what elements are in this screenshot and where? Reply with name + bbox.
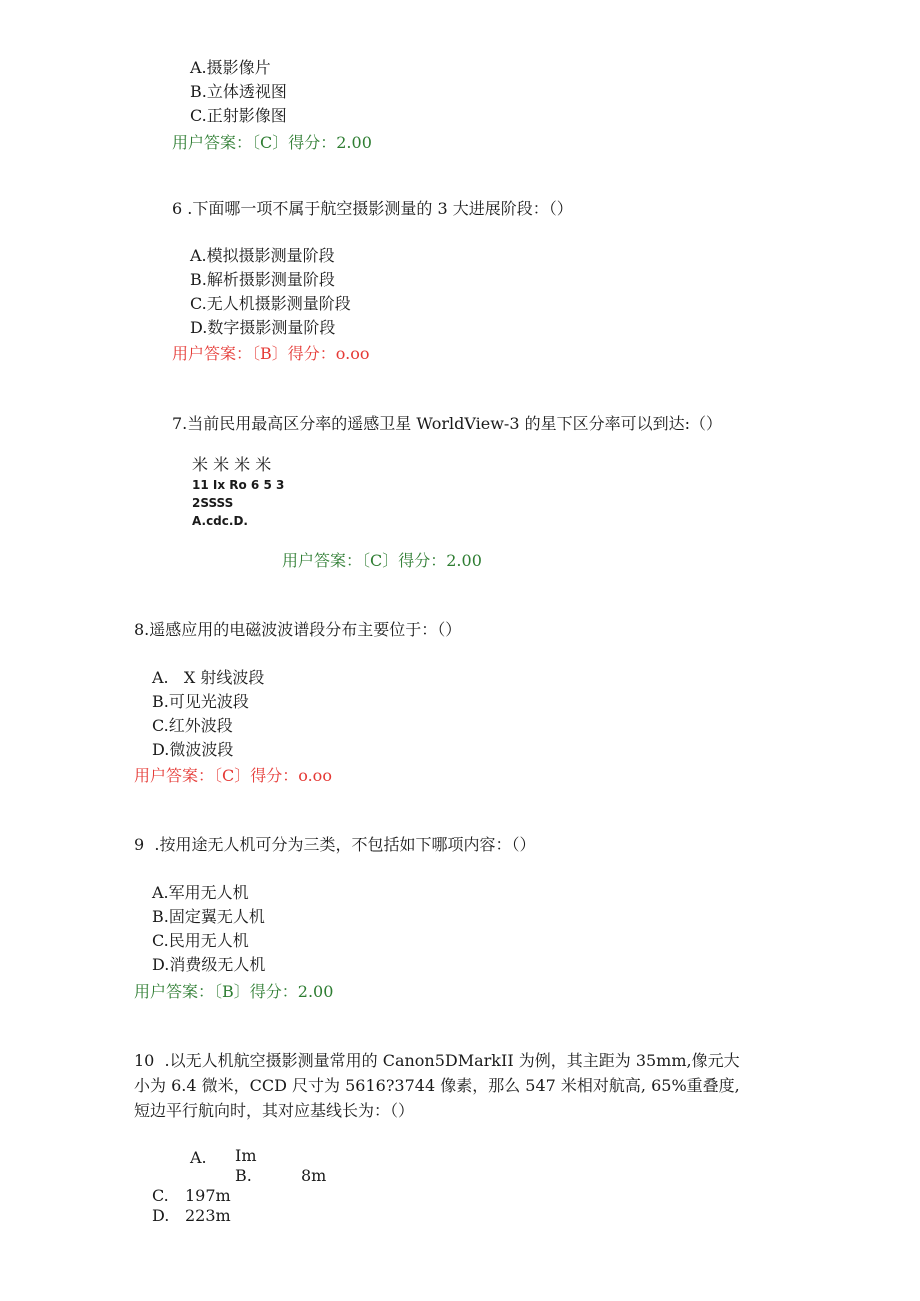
q5-user-answer: 用户答案：〔C〕得分：2.00 bbox=[172, 133, 372, 152]
q9-user-answer: 用户答案：〔B〕得分：2.00 bbox=[134, 982, 334, 1001]
q10-option-b-label: B. bbox=[235, 1166, 252, 1185]
q9-option-c: C.民用无人机 bbox=[152, 931, 249, 950]
q10-question-line-3: 短边平行航向时，其对应基线长为：（） bbox=[134, 1101, 415, 1120]
q10-option-c-value: 197m bbox=[185, 1186, 231, 1205]
q5-option-a: A.摄影像片 bbox=[190, 58, 271, 77]
q9-option-b: B.固定翼无人机 bbox=[152, 907, 265, 926]
q9-option-d: D.消费级无人机 bbox=[152, 955, 266, 974]
q6-option-d: D.数字摄影测量阶段 bbox=[190, 318, 336, 337]
q10-option-b-value: 8m bbox=[301, 1166, 327, 1185]
q9-question: 9 .按用途无人机可分为三类，不包括如下哪项内容：（） bbox=[134, 835, 536, 854]
q10-option-d-label: D. bbox=[152, 1206, 170, 1225]
q10-option-d-value: 223m bbox=[185, 1206, 231, 1225]
q5-option-b: B.立体透视图 bbox=[190, 82, 287, 101]
q7-user-answer: 用户答案：〔C〕得分：2.00 bbox=[282, 551, 482, 570]
q8-option-b: B.可见光波段 bbox=[152, 692, 249, 711]
q10-option-a-value: Im bbox=[235, 1146, 257, 1165]
q8-option-a: A. X 射线波段 bbox=[152, 668, 265, 687]
q6-option-c: C.无人机摄影测量阶段 bbox=[190, 294, 351, 313]
q5-option-c: C.正射影像图 bbox=[190, 106, 287, 125]
q6-question: 6 .下面哪一项不属于航空摄影测量的 3 大进展阶段：（） bbox=[172, 199, 573, 218]
q8-option-d: D.微波波段 bbox=[152, 740, 234, 759]
q7-question: 7.当前民用最高区分率的遥感卫星 WorldView-3 的星下区分率可以到达:（） bbox=[172, 414, 722, 433]
q10-option-c-label: C. bbox=[152, 1186, 169, 1205]
q7-options-units: 米 米 米 米 bbox=[192, 455, 272, 474]
q9-option-a: A.军用无人机 bbox=[152, 883, 249, 902]
q6-user-answer: 用户答案：〔B〕得分：o.oo bbox=[172, 344, 370, 363]
q7-options-digits-2: 2SSSS bbox=[192, 496, 234, 510]
q6-option-b: B.解析摄影测量阶段 bbox=[190, 270, 335, 289]
q8-user-answer: 用户答案：〔C〕得分：o.oo bbox=[134, 766, 332, 785]
q7-options-digits: 11 Ix Ro 6 5 3 bbox=[192, 478, 285, 492]
q7-options-labels: A.cdc.D. bbox=[192, 514, 248, 528]
q10-question-line-1: 10 .以无人机航空摄影测量常用的 Canon5DMarkII 为例，其主距为 35mm,像元大 bbox=[134, 1051, 740, 1070]
q8-question: 8.遥感应用的电磁波波谱段分布主要位于：（） bbox=[134, 620, 462, 639]
q10-option-a-label: A. bbox=[190, 1148, 207, 1167]
q10-question-line-2: 小为 6.4 微米，CCD 尺寸为 5616?3744 像素，那么 547 米相对航高, 65%重叠度, bbox=[134, 1076, 740, 1095]
q6-option-a: A.模拟摄影测量阶段 bbox=[190, 246, 335, 265]
q8-option-c: C.红外波段 bbox=[152, 716, 233, 735]
